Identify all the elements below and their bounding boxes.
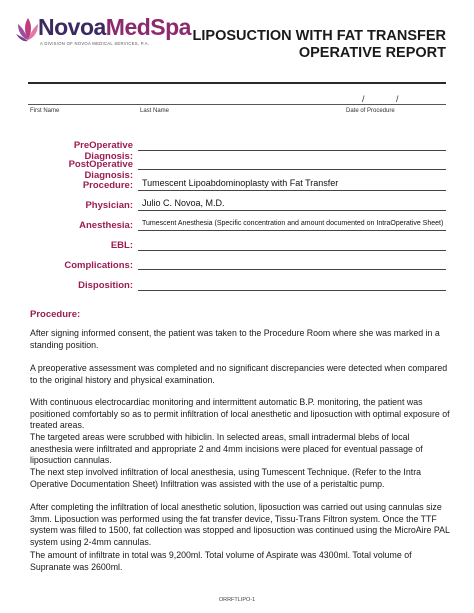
postop-diagnosis-line[interactable] bbox=[138, 169, 446, 170]
report-title-line2: OPERATIVE REPORT bbox=[298, 45, 446, 61]
ebl-line[interactable] bbox=[138, 250, 446, 251]
procedure-paragraph-3: With continuous electrocardiac monitoring and intermittent automatic B.P. monitoring, the patient was positioned comfortably so as to permit infiltration of local anesthetic and liposuction with optimal exposure of treated areas. bbox=[30, 397, 450, 431]
procedure-section-heading: Procedure: bbox=[30, 309, 81, 320]
logo-wordmark-part2: MedSpa bbox=[105, 14, 191, 40]
logo-wordmark bbox=[38, 14, 191, 41]
date-separator-1: / bbox=[362, 94, 365, 104]
procedure-paragraph-4: The targeted areas were scrubbed with hibiclin. In selected areas, small intradermal blebs of local anesthesia were infiltrated and appropriate 2 and 4mm incisions were placed for eventual passage of liposuction cannulas. bbox=[30, 432, 423, 466]
ebl-label: EBL: bbox=[110, 240, 133, 251]
anesthesia-label: Anesthesia: bbox=[79, 220, 133, 231]
report-title bbox=[193, 28, 446, 62]
physician-label: Physician: bbox=[85, 200, 133, 211]
date-separator-2: / bbox=[396, 94, 399, 104]
anesthesia-line[interactable] bbox=[138, 230, 446, 231]
procedure-line[interactable] bbox=[138, 190, 446, 191]
patient-name-line[interactable] bbox=[28, 104, 446, 105]
disposition-label: Disposition: bbox=[78, 280, 133, 291]
procedure-label: Procedure: bbox=[82, 180, 133, 191]
preop-diagnosis-label: PreOperative Diagnosis: bbox=[73, 140, 133, 162]
procedure-paragraph-6: After completing the infiltration of local anesthetic solution, liposuction was carried out using cannulas size 3mm. Liposuction was performed using the fat transfer device, Tissu-Trans Filtron system. Once the TTF system was filled to 1500, fat collection was stopped and liposuction was continued using the MicroAire PAL system using 2-4mm cannulas. bbox=[30, 502, 450, 547]
date-label: Date of Procedure bbox=[346, 108, 395, 114]
physician-value: Julio C. Novoa, M.D. bbox=[142, 198, 225, 208]
procedure-value: Tumescent Lipoabdominoplasty with Fat Transfer bbox=[142, 178, 339, 188]
procedure-paragraph-5: The next step involved infiltration of local anesthesia, using Tumescent Technique. (Refer to the Intra Operative Documentation Sheet) Infiltration was assisted with the use of a peristaltic pump. bbox=[30, 467, 422, 489]
logo-tagline: A DIVISION OF NOVOA MEDICAL SERVICES, P.A. bbox=[40, 41, 150, 46]
last-name-label: Last Name bbox=[140, 108, 170, 114]
preop-diagnosis-line[interactable] bbox=[138, 150, 446, 151]
postop-diagnosis-label: PostOperative Diagnosis: bbox=[68, 159, 133, 181]
first-name-label: First Name bbox=[30, 108, 60, 114]
procedure-paragraph-1: After signing informed consent, the patient was taken to the Procedure Room where she was marked in a standing position. bbox=[30, 328, 440, 350]
complications-label: Complications: bbox=[64, 260, 133, 271]
disposition-line[interactable] bbox=[138, 290, 446, 291]
header-divider bbox=[28, 82, 446, 84]
physician-line[interactable] bbox=[138, 210, 446, 211]
logo-wordmark-part1: Novoa bbox=[38, 14, 106, 40]
complications-line[interactable] bbox=[138, 269, 446, 270]
procedure-paragraph-2: A preoperative assessment was completed and no significant discrepancies were detected when compared to the original history and physical examination. bbox=[30, 363, 448, 385]
report-title-line1: LIPOSUCTION WITH FAT TRANSFER bbox=[192, 28, 446, 44]
anesthesia-value: Tumescent Anesthesia (Specific concentration and amount documented on IntraOperative Sheet) bbox=[142, 220, 444, 227]
form-code: ORRFTLIPO-1 bbox=[218, 597, 256, 603]
procedure-paragraph-7: The amount of infiltrate in total was 9,200ml. Total volume of Aspirate was 4300ml. Total volume of Supranate was 2600ml. bbox=[30, 550, 412, 572]
